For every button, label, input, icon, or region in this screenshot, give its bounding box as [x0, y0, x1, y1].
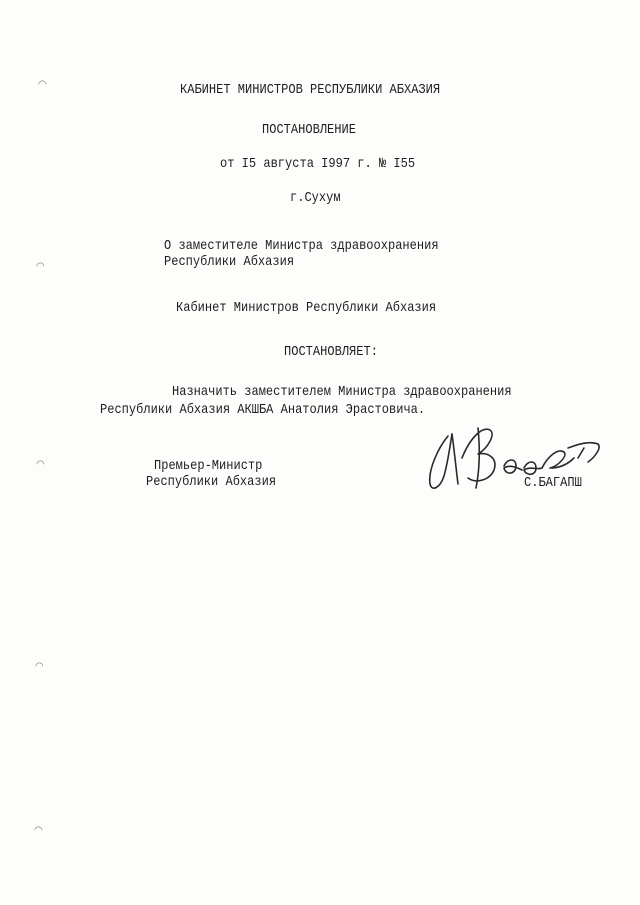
signatory-title-line-1: Премьер-Министр: [154, 458, 263, 474]
binder-hole-mark: ◠: [36, 261, 45, 272]
document-body-line-1: Назначить заместителем Министра здравоохранения: [172, 384, 512, 400]
document-date-number: от I5 августа I997 г. № I55: [220, 156, 416, 172]
binder-hole-mark: ◠: [35, 661, 44, 672]
handwritten-signature: [418, 418, 618, 498]
document-header: КАБИНЕТ МИНИСТРОВ РЕСПУБЛИКИ АБХАЗИЯ: [180, 82, 441, 98]
binder-hole-mark: ◠: [34, 825, 43, 836]
document-subject-line-2: Республики Абхазия: [164, 254, 295, 270]
binder-hole-mark: ◠: [36, 459, 45, 470]
binder-hole-mark: ◠: [38, 79, 47, 90]
signatory-name: С.БАГАПШ: [524, 475, 582, 491]
document-type: ПОСТАНОВЛЕНИЕ: [262, 122, 356, 138]
document-body-line-2: Республики Абхазия АКШБА Анатолия Эрастовича.: [100, 402, 426, 418]
signatory-title-line-2: Республики Абхазия: [146, 474, 277, 490]
document-issuer: Кабинет Министров Республики Абхазия: [176, 300, 437, 316]
document-city: г.Сухум: [290, 190, 341, 206]
document-resolves: ПОСТАНОВЛЯЕТ:: [284, 344, 378, 360]
document-subject-line-1: О заместителе Министра здравоохранения: [164, 238, 439, 254]
